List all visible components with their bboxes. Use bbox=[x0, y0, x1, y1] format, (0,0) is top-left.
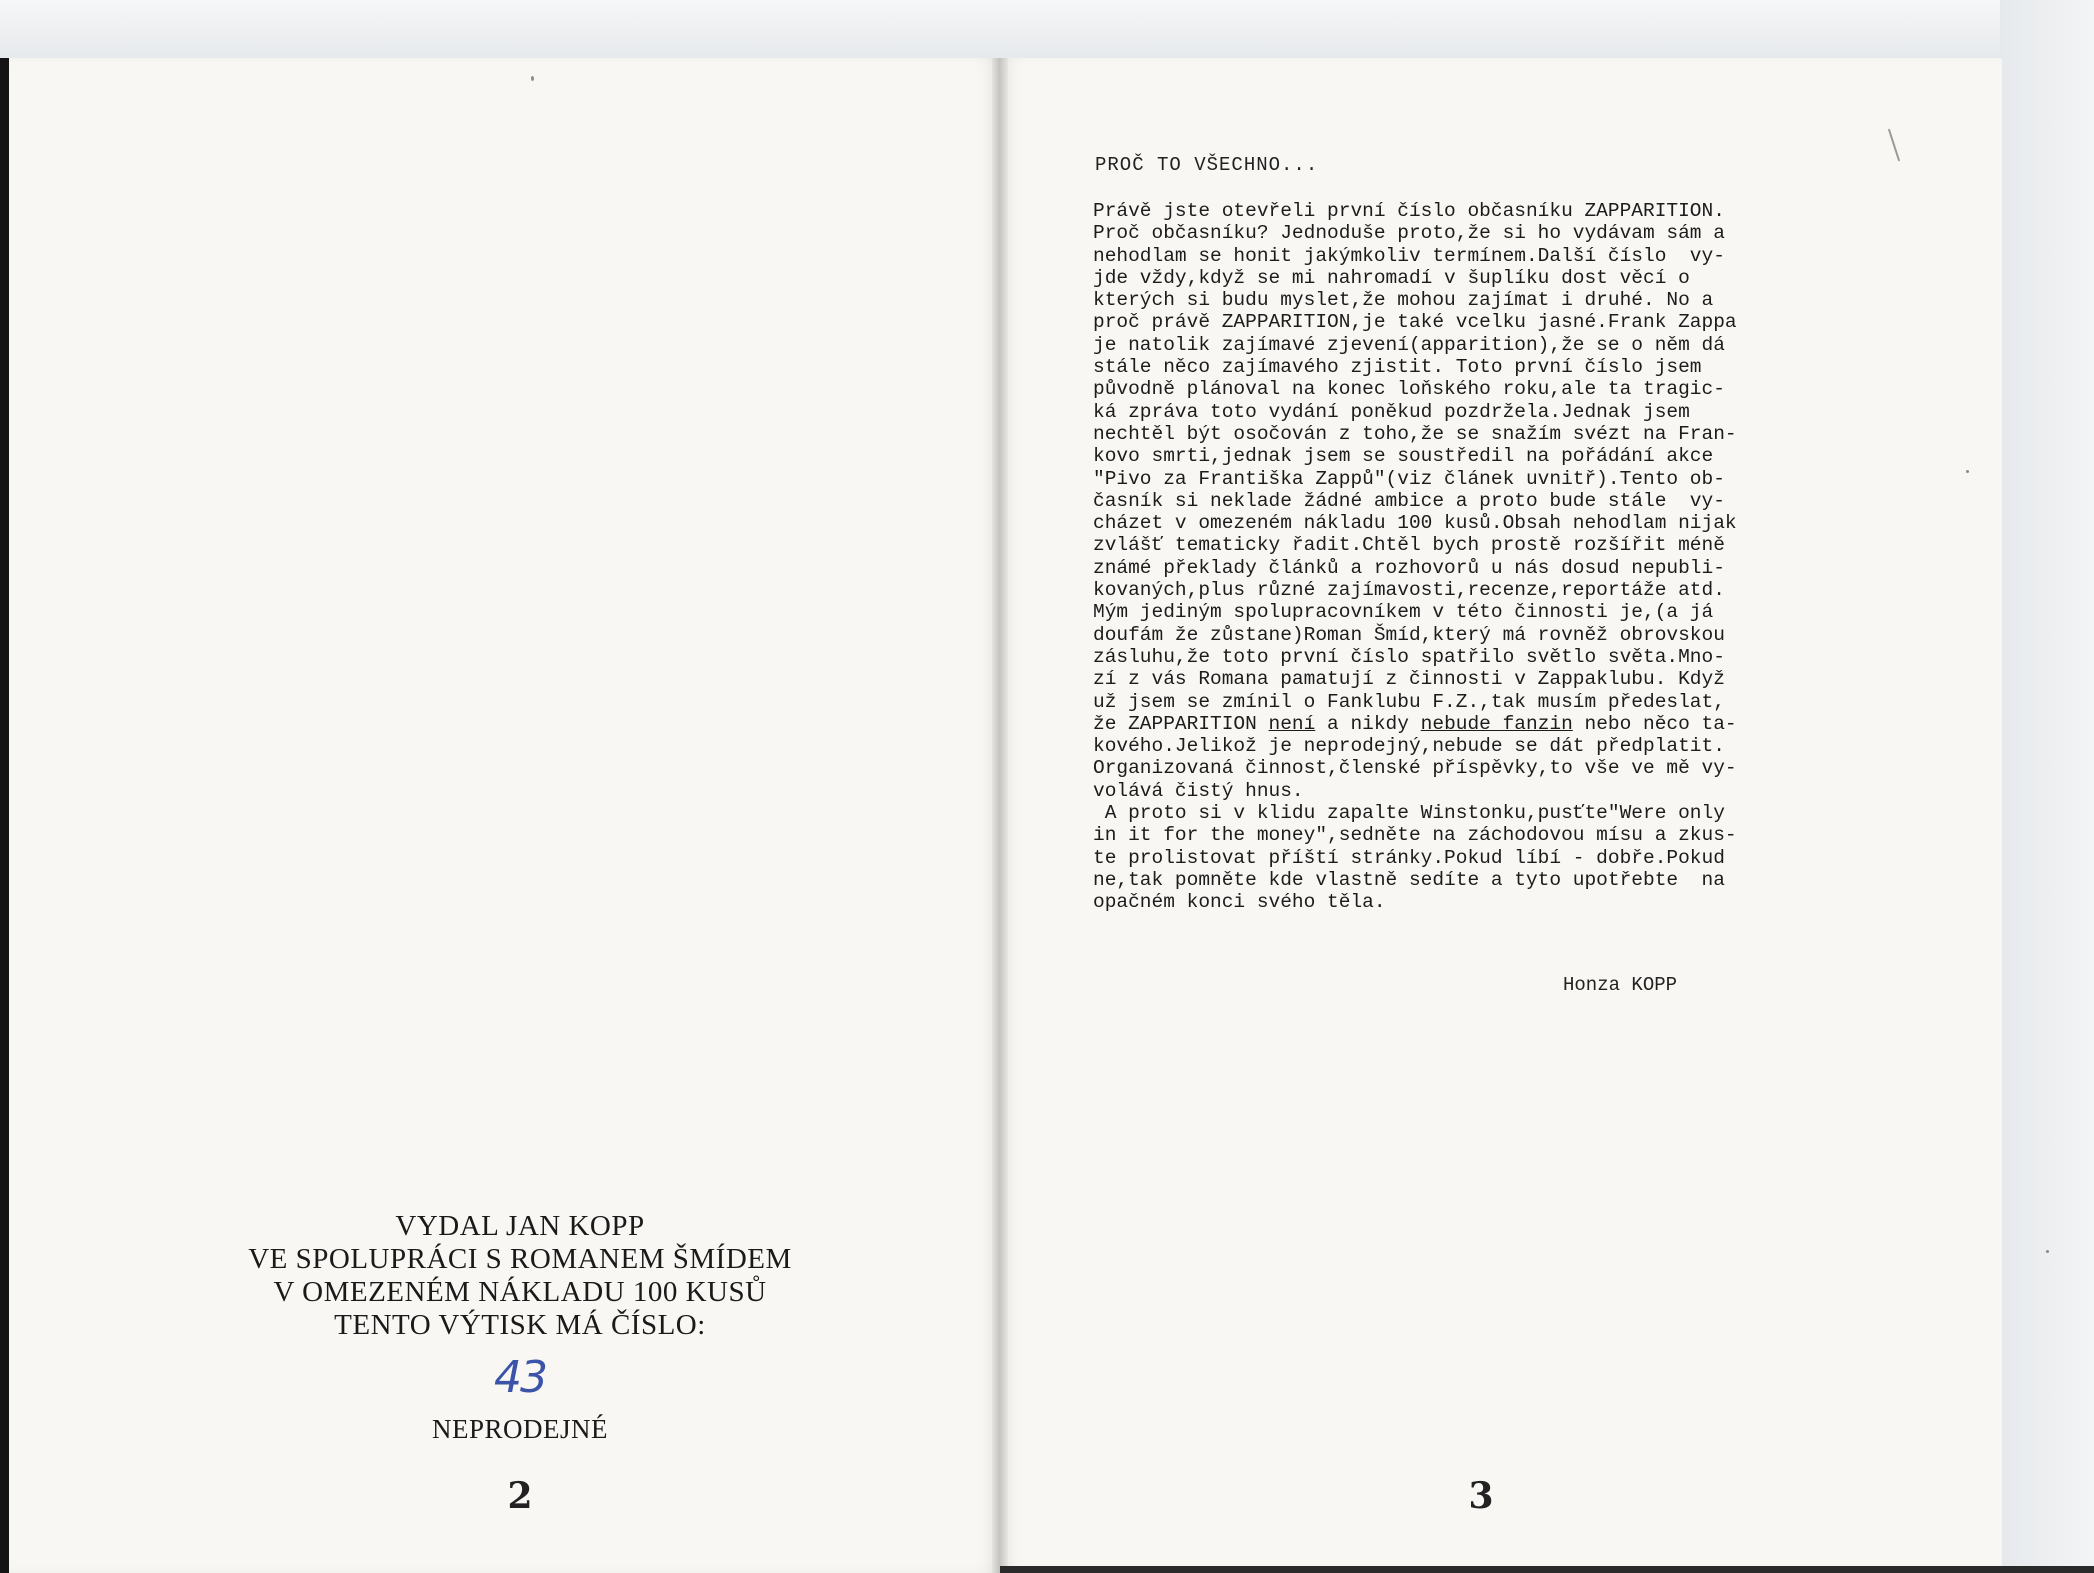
colophon-line: VYDAL JAN KOPP bbox=[395, 1210, 645, 1242]
body-line: zásluhu,že toto první číslo spatřilo světlo světa.Mno- bbox=[1093, 645, 1725, 668]
body-line: stále něco zajímavého zjistit. Toto první číslo jsem bbox=[1093, 356, 1702, 379]
body-line: zí z vás Romana pamatují z činnosti v Zappaklubu. Když bbox=[1093, 668, 1725, 691]
body-line: kterých si budu myslet,že mohou zajímat i druhé. No a bbox=[1093, 289, 1714, 312]
body-line: te prolistovat příští stránky.Pokud líbí - dobře.Pokud bbox=[1093, 846, 1725, 869]
scan-speck bbox=[531, 76, 534, 81]
not-for-sale-label: NEPRODEJNÉ bbox=[431, 1414, 608, 1444]
underlined-word: není bbox=[1268, 712, 1316, 735]
scan-background-top bbox=[0, 0, 2094, 60]
body-line: cházet v omezeném nákladu 100 kusů.Obsah nehodlam nijak bbox=[1093, 512, 1737, 535]
body-line: doufám že zůstane)Roman Šmíd,který má rovněž obrovskou bbox=[1093, 623, 1725, 646]
article-title: PROČ TO VŠECHNO... bbox=[1095, 154, 1319, 176]
body-line: už jsem se zmínil o Fanklubu F.Z.,tak musím předeslat, bbox=[1093, 690, 1725, 713]
colophon-line: VE SPOLUPRÁCI S ROMANEM ŠMÍDEM bbox=[248, 1243, 792, 1275]
book-spine bbox=[992, 58, 1008, 1573]
underlined-phrase: nebude fanzin bbox=[1420, 712, 1573, 735]
article-body bbox=[1093, 200, 1873, 914]
body-line: "Pivo za Františka Zappů"(viz článek uvnitř).Tento ob- bbox=[1093, 467, 1725, 490]
body-line: Proč občasníku? Jednoduše proto,že si ho vydávam sám a bbox=[1093, 222, 1725, 245]
body-line: Právě jste otevřeli první číslo občasníku ZAPPARITION. bbox=[1093, 200, 1725, 222]
body-line: kovaných,plus různé zajímavosti,recenze,reportáže atd. bbox=[1093, 579, 1725, 602]
body-line: ká zpráva toto vydání poněkud pozdržela.Jednak jsem bbox=[1093, 400, 1690, 423]
body-line: opačném konci svého těla. bbox=[1093, 891, 1386, 914]
body-line: volává čistý hnus. bbox=[1093, 779, 1304, 802]
body-line: časník si neklade žádné ambice a proto bude stále vy- bbox=[1093, 489, 1725, 512]
scan-edge-left bbox=[0, 58, 9, 1573]
body-line: Mým jediným spolupracovníkem v této činnosti je,(a já bbox=[1093, 601, 1714, 624]
body-line: ne,tak pomněte kde vlastně sedíte a tyto upotřebte na bbox=[1093, 868, 1725, 891]
body-line: nehodlam se honit jakýmkoliv termínem.Další číslo vy- bbox=[1093, 244, 1725, 267]
left-page bbox=[9, 58, 1000, 1573]
body-line: nechtěl být osočován z toho,že se snažím svézt na Fran- bbox=[1093, 422, 1737, 445]
text-run: a nikdy bbox=[1315, 712, 1421, 735]
colophon bbox=[180, 1210, 860, 1342]
body-line: zvlášť tematicky řadit.Chtěl bych prostě rozšířit méně bbox=[1093, 534, 1725, 557]
colophon-line: V OMEZENÉM NÁKLADU 100 KUSŮ bbox=[273, 1276, 767, 1308]
body-line: Organizovaná činnost,členské příspěvky,to vše ve mě vy- bbox=[1093, 757, 1737, 780]
colophon-line: TENTO VÝTISK MÁ ČÍSLO: bbox=[334, 1309, 706, 1341]
text-run: že ZAPPARITION bbox=[1093, 712, 1269, 735]
body-line: je natolik zajímavé zjevení(apparition),že se o něm dá bbox=[1093, 333, 1725, 356]
scan-background-right bbox=[2000, 0, 2094, 1573]
page-number-left: 2 bbox=[507, 1475, 533, 1517]
body-line: známé překlady článků a rozhovorů u nás dosud nepubli- bbox=[1093, 556, 1725, 579]
body-line: in it for the money",sedněte na záchodovou mísu a zkus- bbox=[1093, 824, 1737, 847]
scan-speck bbox=[2046, 1250, 2049, 1253]
body-line: kovo smrti,jednak jsem se soustředil na pořádání akce bbox=[1093, 445, 1714, 468]
body-line-underlined bbox=[1093, 713, 1873, 735]
text-run: nebo něco ta- bbox=[1572, 712, 1737, 735]
body-line: proč právě ZAPPARITION,je také vcelku jasné.Frank Zappa bbox=[1093, 311, 1737, 334]
author-signature: Honza KOPP bbox=[1563, 974, 1678, 996]
handwritten-copy-number: 43 bbox=[494, 1352, 546, 1403]
scan-speck bbox=[1966, 470, 1969, 473]
body-line: kového.Jelikož je neprodejný,nebude se dát předplatit. bbox=[1093, 735, 1725, 758]
page-number-right: 3 bbox=[1468, 1475, 1494, 1517]
body-line: A proto si v klidu zapalte Winstonku,pusťte"Were only bbox=[1093, 802, 1725, 825]
body-line: původně plánoval na konec loňského roku,ale ta tragic- bbox=[1093, 378, 1725, 401]
body-line: jde vždy,když se mi nahromadí v šuplíku dost věcí o bbox=[1093, 266, 1690, 289]
scan-edge-bottom bbox=[1000, 1566, 2094, 1573]
